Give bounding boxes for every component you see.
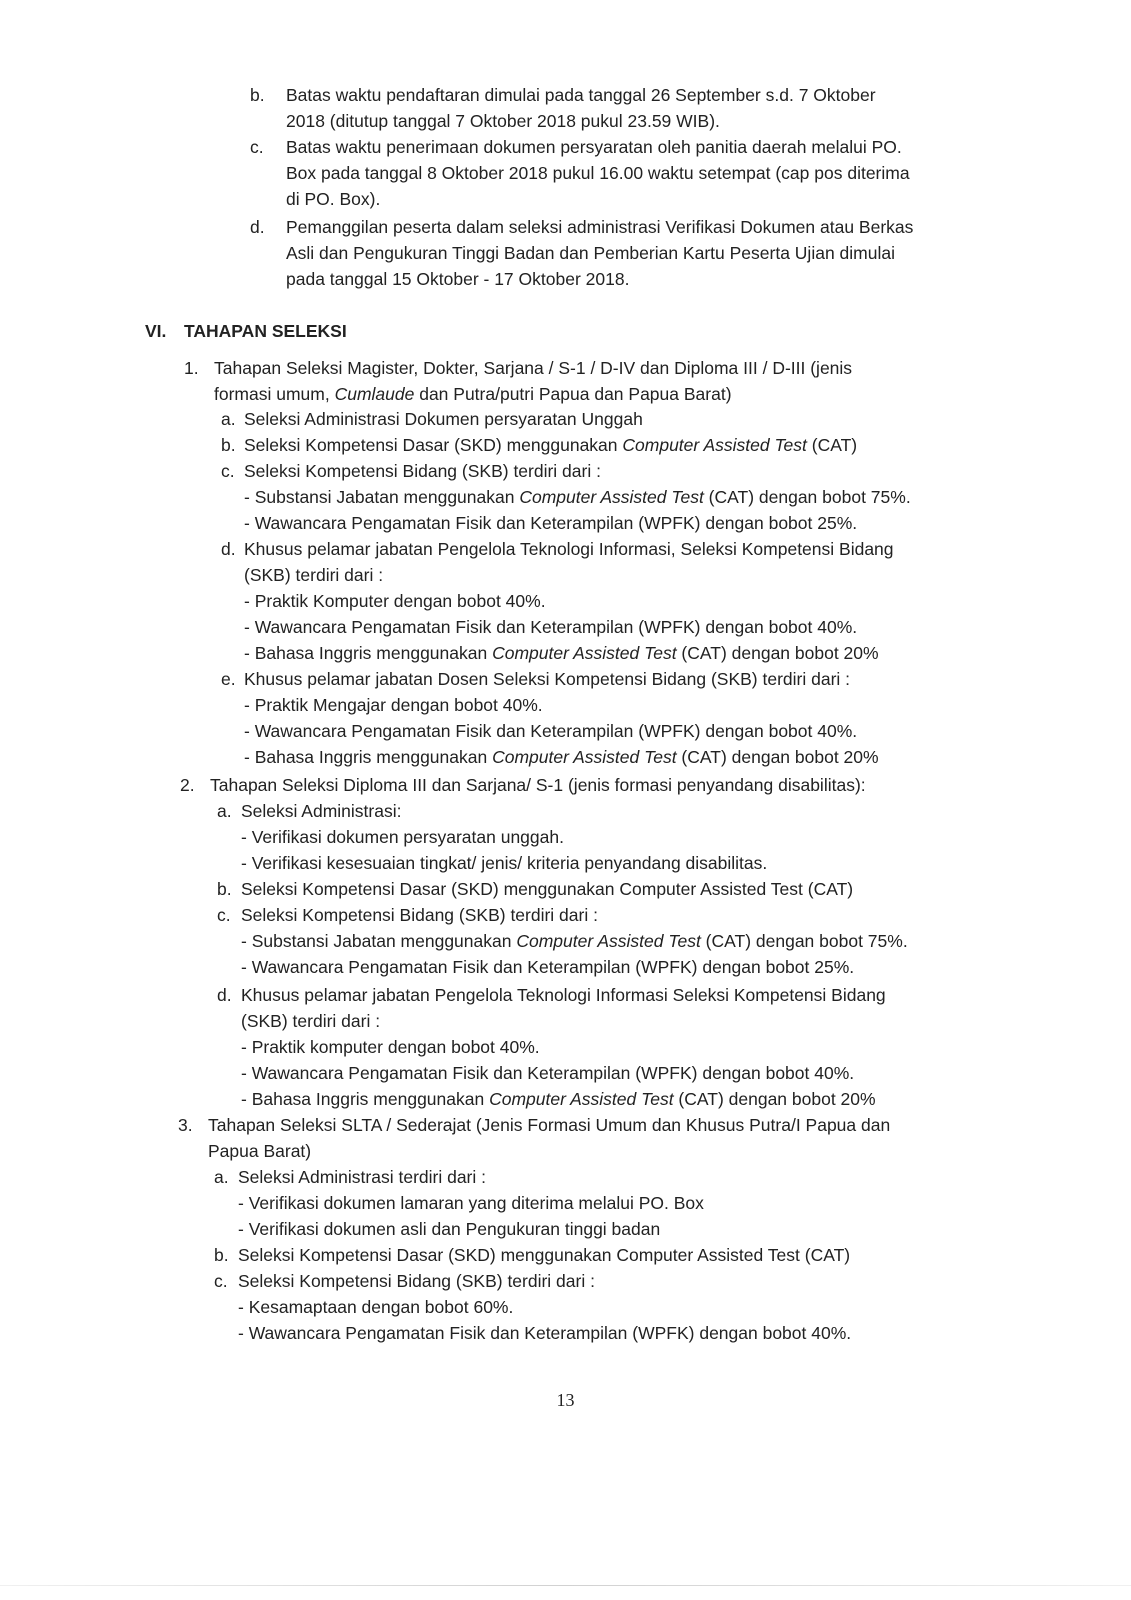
list-number: 1. — [184, 358, 199, 378]
dash-item: - Substansi Jabatan menggunakan Computer Assisted Test (CAT) dengan bobot 75%. — [244, 487, 911, 507]
item-text: Khusus pelamar jabatan Pengelola Teknologi Informasi Seleksi Kompetensi Bidang — [241, 985, 886, 1005]
item-label: c. — [250, 137, 264, 157]
item-text: Khusus pelamar jabatan Dosen Seleksi Kompetensi Bidang (SKB) terdiri dari : — [244, 669, 851, 689]
item-text: pada tanggal 15 Oktober - 17 Oktober 2018. — [286, 269, 630, 289]
dash-item: - Praktik Mengajar dengan bobot 40%. — [244, 695, 543, 715]
item-text: (SKB) terdiri dari : — [241, 1011, 381, 1031]
list-text: Tahapan Seleksi Diploma III dan Sarjana/ S-1 (jenis formasi penyandang disabilitas): — [210, 775, 866, 795]
item-text: Asli dan Pengukuran Tinggi Badan dan Pemberian Kartu Peserta Ujian dimulai — [286, 243, 895, 263]
item-label: d. — [217, 985, 232, 1005]
dash-item: - Wawancara Pengamatan Fisik dan Keterampilan (WPFK) dengan bobot 40%. — [241, 1063, 855, 1083]
item-label: d. — [250, 217, 265, 237]
list-number: 2. — [180, 775, 195, 795]
item-text: Pemanggilan peserta dalam seleksi administrasi Verifikasi Dokumen atau Berkas — [286, 217, 914, 237]
section-number: VI. — [145, 321, 167, 341]
dash-item: - Bahasa Inggris menggunakan Computer Assisted Test (CAT) dengan bobot 20% — [241, 1089, 876, 1109]
item-text: 2018 (ditutup tanggal 7 Oktober 2018 pukul 23.59 WIB). — [286, 111, 720, 131]
list-text: Papua Barat) — [208, 1141, 312, 1161]
item-text: Seleksi Kompetensi Dasar (SKD) menggunakan Computer Assisted Test (CAT) — [244, 435, 858, 455]
list-text: formasi umum, Cumlaude dan Putra/putri Papua dan Papua Barat) — [214, 384, 732, 404]
dash-item: - Wawancara Pengamatan Fisik dan Keterampilan (WPFK) dengan bobot 40%. — [244, 617, 858, 637]
item-text: Seleksi Kompetensi Bidang (SKB) terdiri dari : — [241, 905, 598, 925]
item-label: b. — [221, 435, 236, 455]
list-text: Tahapan Seleksi Magister, Dokter, Sarjana / S-1 / D-IV dan Diploma III / D-III (jenis — [214, 358, 853, 378]
item-text: Seleksi Administrasi terdiri dari : — [238, 1167, 486, 1187]
item-text: Batas waktu pendaftaran dimulai pada tanggal 26 September s.d. 7 Oktober — [286, 85, 876, 105]
dash-item: - Verifikasi dokumen asli dan Pengukuran tinggi badan — [238, 1219, 661, 1239]
item-label: d. — [221, 539, 236, 559]
dash-item: - Verifikasi dokumen persyaratan unggah. — [241, 827, 564, 847]
item-text: Khusus pelamar jabatan Pengelola Teknologi Informasi, Seleksi Kompetensi Bidang — [244, 539, 894, 559]
dash-item: - Wawancara Pengamatan Fisik dan Keterampilan (WPFK) dengan bobot 40%. — [244, 721, 858, 741]
item-text: Seleksi Administrasi: — [241, 801, 402, 821]
dash-item: - Bahasa Inggris menggunakan Computer Assisted Test (CAT) dengan bobot 20% — [244, 643, 879, 663]
item-label: a. — [214, 1167, 229, 1187]
item-text: (SKB) terdiri dari : — [244, 565, 384, 585]
item-text: Seleksi Kompetensi Bidang (SKB) terdiri dari : — [238, 1271, 595, 1291]
item-text: Box pada tanggal 8 Oktober 2018 pukul 16.00 waktu setempat (cap pos diterima — [286, 163, 910, 183]
item-text: Seleksi Kompetensi Dasar (SKD) menggunakan Computer Assisted Test (CAT) — [238, 1245, 851, 1265]
item-label: c. — [221, 461, 235, 481]
dash-item: - Bahasa Inggris menggunakan Computer Assisted Test (CAT) dengan bobot 20% — [244, 747, 879, 767]
scan-edge-line — [0, 1585, 1131, 1586]
list-text: Tahapan Seleksi SLTA / Sederajat (Jenis Formasi Umum dan Khusus Putra/I Papua dan — [208, 1115, 891, 1135]
item-label: b. — [217, 879, 232, 899]
item-text: di PO. Box). — [286, 189, 381, 209]
item-label: c. — [214, 1271, 228, 1291]
item-label: e. — [221, 669, 236, 689]
dash-item: - Praktik Komputer dengan bobot 40%. — [244, 591, 546, 611]
item-text: Seleksi Administrasi Dokumen persyaratan Unggah — [244, 409, 643, 429]
item-label: c. — [217, 905, 231, 925]
section-title: TAHAPAN SELEKSI — [184, 321, 347, 341]
list-number: 3. — [178, 1115, 193, 1135]
page-number: 13 — [556, 1390, 575, 1410]
dash-item: - Wawancara Pengamatan Fisik dan Keterampilan (WPFK) dengan bobot 40%. — [238, 1323, 852, 1343]
dash-item: - Wawancara Pengamatan Fisik dan Keterampilan (WPFK) dengan bobot 25%. — [241, 957, 855, 977]
item-label: a. — [217, 801, 232, 821]
item-text: Seleksi Kompetensi Bidang (SKB) terdiri dari : — [244, 461, 601, 481]
item-label: a. — [221, 409, 236, 429]
item-label: b. — [250, 85, 265, 105]
item-text: Batas waktu penerimaan dokumen persyaratan oleh panitia daerah melalui PO. — [286, 137, 902, 157]
dash-item: - Substansi Jabatan menggunakan Computer Assisted Test (CAT) dengan bobot 75%. — [241, 931, 908, 951]
dash-item: - Verifikasi kesesuaian tingkat/ jenis/ kriteria penyandang disabilitas. — [241, 853, 768, 873]
dash-item: - Wawancara Pengamatan Fisik dan Keterampilan (WPFK) dengan bobot 25%. — [244, 513, 858, 533]
dash-item: - Kesamaptaan dengan bobot 60%. — [238, 1297, 514, 1317]
dash-item: - Praktik komputer dengan bobot 40%. — [241, 1037, 540, 1057]
item-text: Seleksi Kompetensi Dasar (SKD) menggunakan Computer Assisted Test (CAT) — [241, 879, 854, 899]
dash-item: - Verifikasi dokumen lamaran yang diterima melalui PO. Box — [238, 1193, 704, 1213]
item-label: b. — [214, 1245, 229, 1265]
